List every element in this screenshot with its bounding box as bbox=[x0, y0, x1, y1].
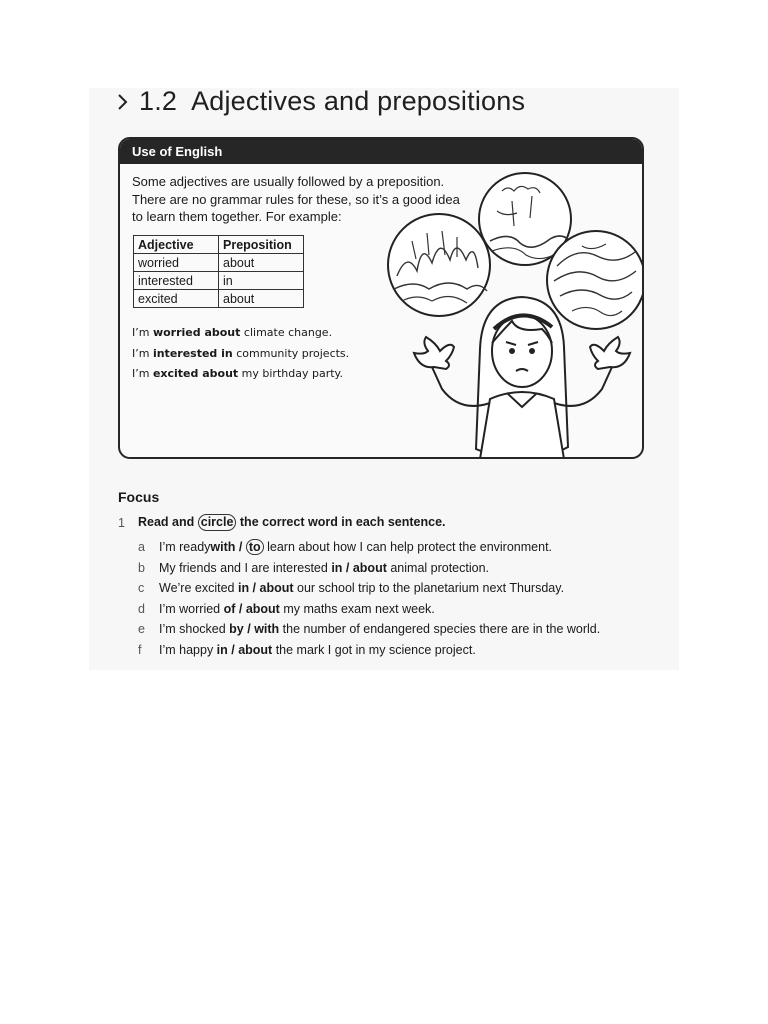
option-word[interactable]: about bbox=[245, 601, 280, 616]
option-word[interactable]: in bbox=[331, 560, 343, 575]
table-header-row bbox=[134, 236, 304, 254]
option-word[interactable]: with bbox=[254, 622, 280, 637]
section-title bbox=[115, 86, 525, 117]
example-sentences bbox=[132, 323, 349, 385]
table-cell: excited bbox=[134, 290, 219, 308]
circled-word: circle bbox=[198, 514, 237, 531]
adjective-preposition-table bbox=[133, 235, 304, 308]
list-item: c We’re excited in / about our school trip to the planetarium next Thursday. bbox=[138, 581, 565, 596]
column-header: Adjective bbox=[134, 236, 219, 254]
option-word[interactable]: with bbox=[210, 540, 236, 555]
exercise-list bbox=[138, 537, 600, 660]
option-word[interactable]: about bbox=[259, 581, 294, 596]
option-word[interactable]: by bbox=[229, 622, 244, 637]
option-word[interactable]: of bbox=[223, 601, 236, 616]
list-item: d I’m worried of / about my maths exam next week. bbox=[138, 601, 435, 616]
table-row bbox=[134, 272, 304, 290]
table-cell: about bbox=[219, 254, 304, 272]
table-row bbox=[134, 254, 304, 272]
option-word[interactable]: about bbox=[352, 560, 387, 575]
task-instruction: 1 Read and circle the correct word in each sentence. bbox=[118, 515, 446, 530]
task-number: 1 bbox=[118, 515, 125, 530]
option-word[interactable]: in bbox=[216, 642, 228, 657]
girl-thinking-illustration bbox=[382, 171, 644, 459]
option-word-circled[interactable]: to bbox=[246, 539, 264, 555]
option-word[interactable]: in bbox=[237, 581, 250, 596]
example-sentence: I’m interested in community projects. bbox=[132, 346, 350, 360]
example-sentence: I’m excited about my birthday party. bbox=[132, 367, 343, 380]
list-item: f I’m happy in / about the mark I got in my science project. bbox=[138, 642, 476, 657]
list-item: b My friends and I are interested in / about animal protection. bbox=[138, 560, 490, 575]
table-cell: worried bbox=[134, 254, 219, 272]
table-cell: in bbox=[219, 272, 304, 290]
table-row bbox=[134, 290, 304, 308]
list-item: a I’m ready with / to learn about how I can help protect the environment. bbox=[138, 540, 553, 555]
intro-text: Some adjectives are usually followed by a preposition. There are no grammar rules for these, so it’s a good idea to learn them together. For example: bbox=[132, 174, 460, 224]
table-cell: about bbox=[219, 290, 304, 308]
table-cell: interested bbox=[134, 272, 219, 290]
storm-scene-icon bbox=[547, 231, 644, 329]
list-item: e I’m shocked by / with the number of endangered species there are in the world. bbox=[138, 622, 601, 637]
chevron-right-icon bbox=[115, 92, 129, 112]
option-word[interactable]: about bbox=[238, 642, 273, 657]
box-title: Use of English bbox=[120, 139, 642, 164]
use-of-english-box bbox=[118, 137, 644, 459]
example-sentence: I’m worried about climate change. bbox=[132, 326, 333, 339]
column-header: Preposition bbox=[219, 236, 304, 254]
fire-scene-icon bbox=[388, 214, 490, 316]
focus-heading: Focus bbox=[118, 489, 160, 505]
page-title: 1.2 Adjectives and prepositions bbox=[139, 86, 526, 116]
